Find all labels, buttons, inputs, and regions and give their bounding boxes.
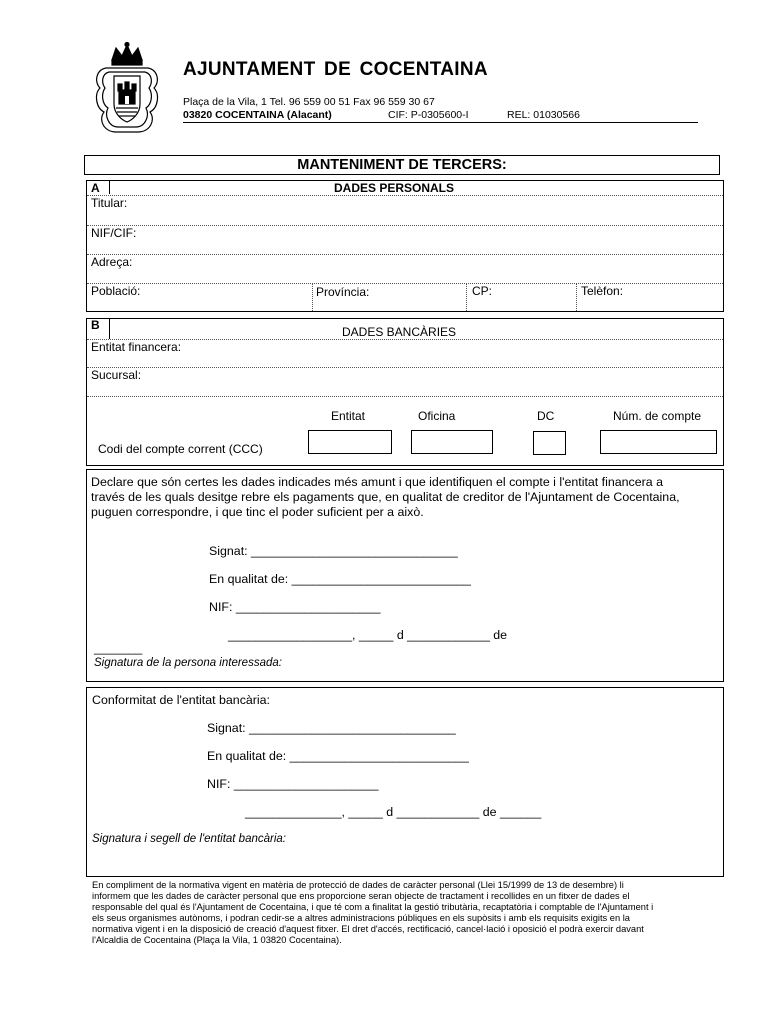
form-title: MANTENIMENT DE TERCERS: — [84, 155, 720, 175]
bank-conformity-section — [86, 687, 724, 877]
signature-caption: Signatura de la persona interessada: — [94, 657, 282, 669]
privacy-notice-line: informem que les dades de caràcter personal que ens proporcione seran objecte de tractament i recollides en un fitxer de dades el — [92, 891, 630, 901]
account-number-column-label: Núm. de compte — [613, 409, 702, 423]
section-a-letter: A — [91, 181, 100, 195]
entitat-financera-field[interactable] — [87, 340, 723, 367]
account-number-input[interactable] — [600, 430, 717, 454]
divider — [109, 181, 110, 194]
privacy-notice-line: normativa vigent i en la disposició de creació d'aquest fitxer. El dret d'accés, rectificació, cancel·lació i oposició el podrà exercir davant — [92, 924, 644, 934]
privacy-notice-line: responsable del qual és l'Ajuntament de Cocentaina, i que té com a finalitat la gestió tributària, recaptatòria i comptable de l'Ajuntament i — [92, 902, 654, 912]
sucursal-label: Sucursal: — [91, 368, 142, 382]
oficina-column-label: Oficina — [418, 409, 456, 423]
municipal-crest-icon — [92, 42, 162, 138]
signat-field[interactable]: Signat: ______________________________ — [209, 544, 458, 558]
section-b-heading: DADES BANCÀRIES — [342, 325, 457, 339]
date-place-field[interactable]: __________________, _____ d ____________ de — [228, 628, 508, 642]
provincia-label: Província: — [316, 285, 370, 299]
divider — [466, 284, 467, 311]
section-b-letter: B — [91, 318, 100, 332]
dc-code-input[interactable] — [533, 431, 566, 455]
privacy-notice-line: En compliment de la normativa vigent en matèria de protecció de dades de caràcter personal (Llei 15/1999 de 13 de desembre) li — [92, 880, 624, 890]
bank-signature-caption: Signatura i segell de l'entitat bancària: — [92, 833, 286, 845]
dc-column-label: DC — [537, 409, 555, 423]
nif-signature-field[interactable]: NIF: _____________________ — [209, 600, 381, 614]
ccc-label: Codi del compte corrent (CCC) — [98, 442, 263, 456]
bank-conformity-heading: Conformitat de l'entitat bancària: — [92, 693, 270, 707]
bank-qualitat-field[interactable]: En qualitat de: __________________________ — [207, 749, 469, 763]
header-rule — [183, 122, 698, 123]
adreca-field[interactable] — [87, 255, 723, 283]
cif-number: CIF: P-0305600-I — [388, 109, 469, 121]
titular-field[interactable] — [87, 197, 723, 225]
divider — [576, 284, 577, 311]
poblacio-label: Població: — [91, 284, 141, 298]
entitat-code-input[interactable] — [308, 430, 392, 454]
qualitat-field[interactable]: En qualitat de: __________________________ — [209, 572, 471, 586]
rel-number: REL: 01030566 — [507, 109, 580, 121]
oficina-code-input[interactable] — [411, 430, 493, 454]
entitat-financera-label: Entitat financera: — [91, 340, 182, 354]
telefon-label: Telèfon: — [581, 284, 624, 298]
declaration-text-line: Declare que són certes les dades indicades més amunt i que identifiquen el compte i l'entitat financera a — [91, 475, 663, 489]
titular-label: Titular: — [91, 196, 128, 210]
privacy-notice-line: l'Alcaldia de Cocentaina (Plaça la Vila, 1 03820 Cocentaina). — [92, 935, 342, 945]
divider — [109, 319, 110, 339]
divider — [312, 284, 313, 311]
declaration-text-line: puguen correspondre, i que tinc el poder suficient per a això. — [91, 505, 424, 519]
bank-nif-field[interactable]: NIF: _____________________ — [207, 777, 379, 791]
divider — [87, 396, 723, 397]
sucursal-field[interactable] — [87, 368, 723, 396]
privacy-notice-line: els seus organismes autònoms, i podran cedir-se a altres administracions públiques en els supòsits i amb els requisits exigits en la — [92, 913, 630, 923]
declaration-text-line: través de les quals desitge rebre els pagaments que, en qualitat de creditor de l'Ajuntament de Cocentaina, — [91, 490, 680, 504]
divider — [87, 195, 723, 196]
section-a-heading: DADES PERSONALS — [334, 181, 455, 195]
adreca-label: Adreça: — [91, 255, 133, 269]
address-line: Plaça de la Vila, 1 Tel. 96 559 00 51 Fax 96 559 30 67 — [183, 96, 435, 108]
divider — [87, 283, 723, 284]
organization-name: AJUNTAMENT DE COCENTAINA — [183, 59, 488, 80]
bank-date-place-field[interactable]: ______________, _____ d ____________ de ______ — [245, 805, 542, 819]
postal-address: 03820 COCENTAINA (Alacant) — [183, 109, 332, 121]
bank-signat-field[interactable]: Signat: ______________________________ — [207, 721, 456, 735]
nif-field[interactable] — [87, 226, 723, 254]
nif-label: NIF/CIF: — [91, 226, 137, 240]
cp-label: CP: — [472, 284, 493, 298]
entitat-column-label: Entitat — [331, 409, 366, 423]
year-field[interactable]: _______ — [94, 641, 143, 655]
